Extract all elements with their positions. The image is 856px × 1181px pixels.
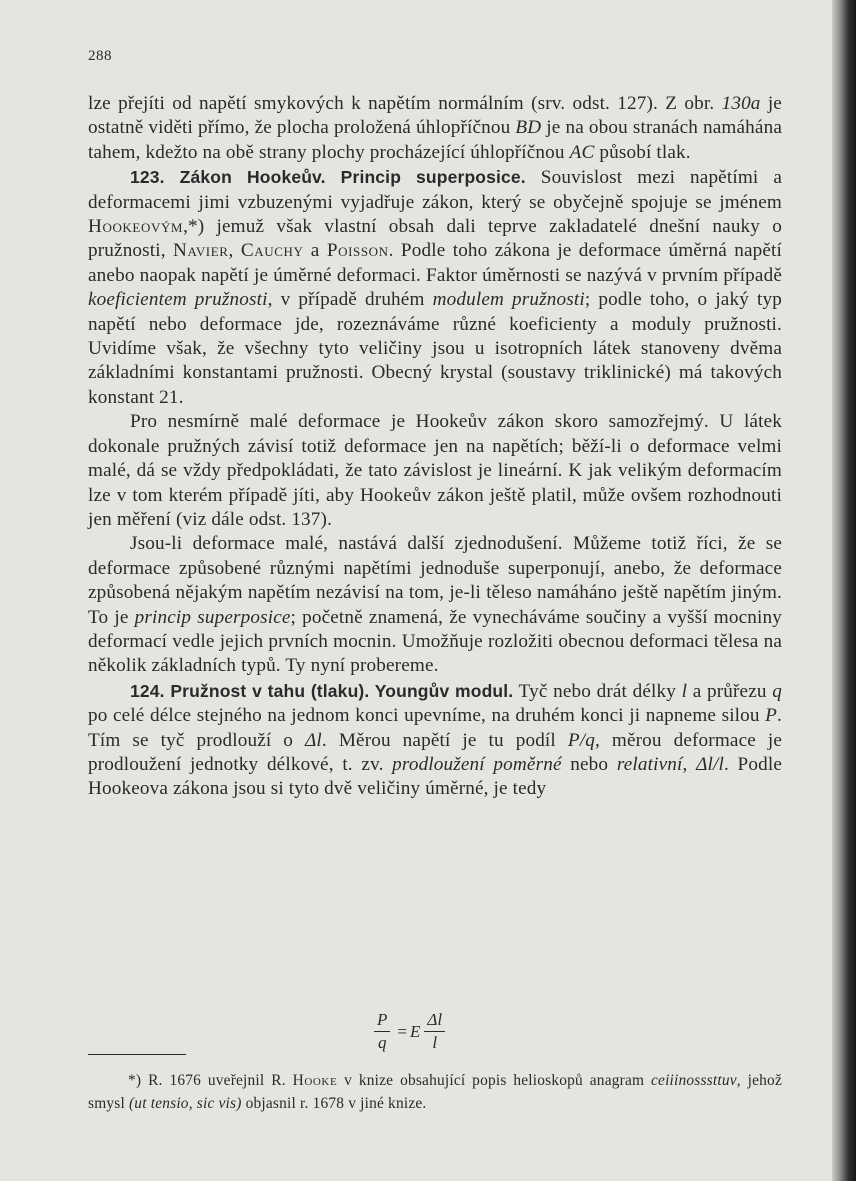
text-run: ; početně znamená, že vynecháváme součiny a vyšší mocniny deformací vedle jejich prvních mocnin. Umožňuje rozložiti obecnou deformaci tělesa na několik základních typů. Ty nyní probereme. [88,606,782,677]
text-run: ,*) jemuž však vlastní obsah dali teprve zakladatelé dnešní nauky o pružnosti, [88,216,782,262]
fraction-denominator: q [377,1033,387,1052]
term-princip: princip superposice [134,606,291,628]
equation-hooke [370,1010,449,1053]
paragraph-3 [88,532,782,678]
name-hooke: Hooke [292,1072,338,1089]
text-run: . Podle Hookeova zákona jsou si tyto dvě veličiny úměrné, je tedy [88,753,783,800]
text-run: a průřezu [687,680,773,702]
figure-ref: 130a [721,93,761,114]
text-run: objasnil r. 1678 v jiné knize. [241,1095,427,1112]
section-heading-124: 124. Pružnost v tahu (tlaku). Youngův modul. [130,680,514,701]
math-q: q [772,680,782,702]
fraction-lhs [374,1010,390,1053]
text-run: Tyč nebo drát délky [513,680,682,702]
text-run: a [303,240,327,262]
math-e: E [409,1021,421,1041]
math-l: l [681,680,688,702]
paragraph-1 [88,92,782,165]
math-ac: AC [569,141,595,163]
section-123 [88,165,782,410]
math-delta-l-over-l: Δl/l [696,753,724,775]
name-cauchy: Cauchy [240,240,304,262]
anagram: ceiiinosssttuv [651,1072,737,1089]
text-run: ; podle toho, o jaký typ napětí nebo deformace jde, rozeznáváme různé koeficienty a moduly pružnosti. Uvidíme však, že všechny tyto veličiny jsou u isotropních látek stanoveny dvěma základními konstantami pružnosti. Obecný krystal (soustavy triklinické) má takových konstant 21. [88,289,782,408]
name-hooke: Hookeovým [88,216,184,238]
text-run: . Tím se tyč prodlouží o [88,705,782,751]
name-poisson: Poisson [326,240,389,262]
footnote-rule [88,1054,186,1055]
text-run: lze přejíti od napětí smykových k napětím normálním (srv. odst. 127). Z obr. [88,93,722,114]
text-run: Jsou-li deformace malé, nastává další zjednodušení. Můžeme totiž říci, že se deformace způsobené různými napětími jednoduše superponují, anebo, že deformace způsobená nějakým napětím nezávisí na tom, je-li těleso namáháno ještě napětím jiným. To je [88,533,782,628]
body-text [88,92,782,802]
page-number: 288 [88,48,112,64]
fraction-rhs [424,1010,445,1053]
math-delta-l: Δl [305,729,322,751]
latin-phrase: (ut tensio, sic vis) [128,1095,242,1112]
text-run: je na obou stranách namáhána tahem, kdežto na obě strany plochy procházející úhlopříčnou [88,117,782,163]
text-run: po celé délce stejného na jednom konci upevníme, na druhém konci ji napneme silou [88,705,766,727]
name-navier: Navier [173,240,229,262]
text-run: nebo [561,753,617,775]
footnote [88,1069,782,1115]
text-run: *) R. 1676 uveřejnil R. [128,1072,293,1089]
math-p-over-q: P/q [567,729,595,751]
paragraph-2: Pro nesmírně malé deformace je Hookeův zákon skoro samozřejmý. U látek dokonale pružných závisí totiž deformace jen na napětích; běží-li o deformace velmi malé, dá se vždy předpokládati, že tato závislost je lineární. K jak velikým deformacím lze v tom kterém případě jíti, aby Hookeův zákon ještě platil, může ovšem rozhodnouti jen měření (viz dále odst. 137). [88,411,782,530]
term-relativni: relativní [616,753,683,775]
term-modul: modulem pružnosti [432,289,585,311]
fraction-denominator: l [432,1033,438,1052]
text-run: , jehož smysl [88,1072,782,1112]
text-run: v knize obsahující popis helioskopů anagram [337,1072,652,1089]
text-run: je ostatně viděti přímo, že plocha proložená úhlopříčnou [88,93,782,139]
text-run: . Podle toho zákona je deformace úměrná napětí anebo naopak napětí je úměrné deformaci. Faktor úměrnosti se nazývá v prvním případě [88,240,782,286]
term-prodlouzeni: prodloužení poměrné [392,753,562,775]
equals-sign: = [397,1021,407,1041]
fraction-numerator: Δl [424,1010,445,1032]
text-run: , měrou deformace je prodloužení jednotky délkové, t. zv. [88,729,783,775]
book-spine-shadow [832,0,856,1181]
math-bd: BD [515,117,542,139]
section-heading-123: 123. Zákon Hookeův. Princip superposice. [130,167,526,188]
text-run: , [682,753,697,775]
text-run: . Měrou napětí je tu podíl [321,729,568,751]
term-koeficient: koeficientem pružnosti [88,289,268,311]
math-p: P [765,705,778,727]
fraction-numerator: P [374,1010,390,1032]
section-124 [88,679,782,802]
text-run: Souvislost mezi napětími a deformacemi jimi vzbuzenými vyjadřuje zákon, který se obyčejně spojuje se jménem [88,167,782,213]
text-run: , [228,240,241,262]
text-run: působí tlak. [594,141,691,163]
text-run: , v případě druhém [267,289,433,311]
